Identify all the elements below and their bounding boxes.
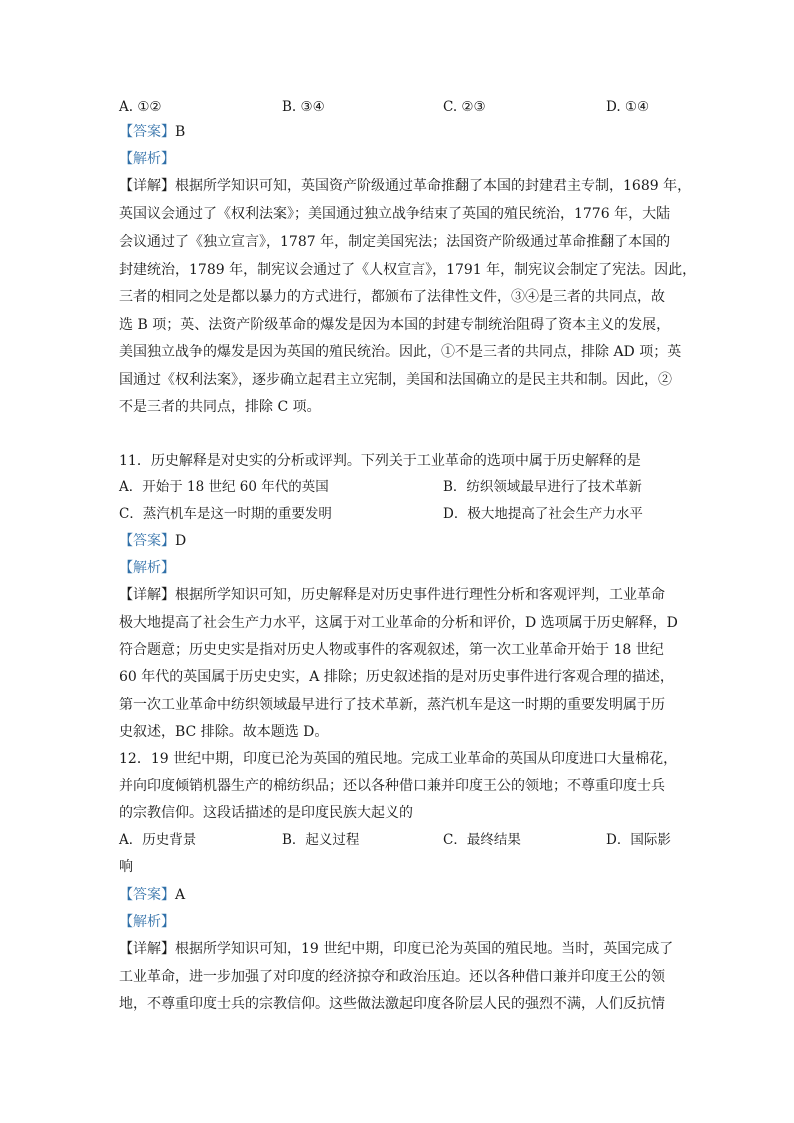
q12-detail-line: 地，不尊重印度士兵的宗教信仰。这些做法激起印度各阶层人民的强烈不满，人们反抗情 xyxy=(119,996,665,1012)
q12-detail-line: 工业革命，进一步加强了对印度的经济掠夺和政治压迫。还以各种借口兼并印度王公的领 xyxy=(119,969,665,985)
answer-tag: 【答案】 xyxy=(119,887,175,903)
q12-option-d-wrap: 响 xyxy=(119,859,133,875)
q10-option-b: B. ③④ xyxy=(282,99,325,115)
q11-analysis-tag: 【解析】 xyxy=(119,560,175,576)
q10-detail-line: 不是三者的共同点，排除 C 项。 xyxy=(119,399,321,415)
q10-analysis-tag: 【解析】 xyxy=(119,151,175,167)
detail-tag: 【详解】 xyxy=(119,587,175,603)
detail-tag: 【详解】 xyxy=(119,178,175,194)
q12-analysis-tag: 【解析】 xyxy=(119,914,175,930)
answer-value: D xyxy=(175,533,187,549)
q12-answer xyxy=(119,885,185,905)
q10-option-c: C. ②③ xyxy=(443,99,486,115)
detail-text: 根据所学知识可知，英国资产阶级通过革命推翻了本国的封建君主专制，1689 年， xyxy=(175,178,692,194)
q12-option-b: B．起义过程 xyxy=(282,832,360,848)
q12-option-a: A．历史背景 xyxy=(119,832,197,848)
q11-detail-line: 第一次工业革命中纺织领域最早进行了技术革新，蒸汽机车是这一时期的重要发明属于历 xyxy=(119,697,665,713)
q10-answer xyxy=(119,122,185,142)
q11-option-c: C．蒸汽机车是这一时期的重要发明 xyxy=(119,506,332,522)
q10-detail-line: 英国议会通过了《权利法案》；美国通过独立战争结束了英国的殖民统治，1776 年，大陆 xyxy=(119,206,671,222)
detail-text: 根据所学知识可知，历史解释是对历史事件进行理性分析和客观评判，工业革命 xyxy=(175,587,665,603)
q10-option-a: A. ①② xyxy=(119,99,162,115)
answer-value: B xyxy=(175,124,186,140)
answer-tag: 【答案】 xyxy=(119,124,175,140)
q10-detail-line: 会议通过了《独立宣言》，1787 年，制定美国宪法；法国资产阶级通过革命推翻了本国的 xyxy=(119,234,671,250)
q10-detail-line: 封建统治，1789 年，制宪议会通过了《人权宣言》，1791 年，制宪议会制定了宪法。因此， xyxy=(119,262,697,278)
q12-option-c: C．最终结果 xyxy=(443,832,521,848)
q11-stem: 11．历史解释是对史实的分析或评判。下列关于工业革命的选项中属于历史解释的是 xyxy=(119,453,641,469)
q10-detail-line xyxy=(119,176,691,196)
detail-tag: 【详解】 xyxy=(119,941,175,957)
q11-option-d: D．极大地提高了社会生产力水平 xyxy=(443,506,643,522)
q11-detail-line: 符合题意；历史史实是指对历史人物或事件的客观叙述，第一次工业革命开始于 18 世纪 xyxy=(119,642,664,658)
q10-detail-line: 三者的相同之处是都以暴力的方式进行，都颁布了法律性文件，③④是三者的共同点，故 xyxy=(119,289,665,305)
q12-detail-line xyxy=(119,939,673,959)
q10-detail-line: 国通过《权利法案》，逐步确立起君主立宪制，美国和法国确立的是民主共和制。因此，② xyxy=(119,372,672,388)
q12-stem-line: 12．19 世纪中期，印度已沦为英国的殖民地。完成工业革命的英国从印度进口大量棉花， xyxy=(119,751,678,767)
q10-detail-line: 美国独立战争的爆发是因为英国的殖民统治。因此，①不是三者的共同点，排除 AD 项；英 xyxy=(119,344,682,360)
q10-option-d: D. ①④ xyxy=(606,99,650,115)
q11-detail-line: 60 年代的英国属于历史史实，A 排除；历史叙述指的是对历史事件进行客观合理的描述， xyxy=(119,669,674,685)
q11-detail-line xyxy=(119,585,665,605)
answer-value: A xyxy=(175,887,186,903)
detail-text: 根据所学知识可知，19 世纪中期，印度已沦为英国的殖民地。当时，英国完成了 xyxy=(175,941,674,957)
q12-option-d: D．国际影 xyxy=(606,832,671,848)
q11-answer xyxy=(119,531,186,551)
q11-detail-line: 史叙述，BC 排除。故本题选 D。 xyxy=(119,724,329,740)
q11-detail-line: 极大地提高了社会生产力水平，这属于对工业革命的分析和评价，D 选项属于历史解释，D xyxy=(119,615,678,631)
q12-stem-line: 的宗教信仰。这段话描述的是印度民族大起义的 xyxy=(119,805,413,821)
q10-detail-line: 选 B 项；英、法资产阶级革命的爆发是因为本国的封建专制统治阻碍了资本主义的发展， xyxy=(119,317,671,333)
q11-option-a: A．开始于 18 世纪 60 年代的英国 xyxy=(119,479,329,495)
q11-option-b: B．纺织领域最早进行了技术革新 xyxy=(443,479,642,495)
q12-stem-line: 并向印度倾销机器生产的棉纺织品；还以各种借口兼并印度王公的领地；不尊重印度士兵 xyxy=(119,778,665,794)
answer-tag: 【答案】 xyxy=(119,533,175,549)
